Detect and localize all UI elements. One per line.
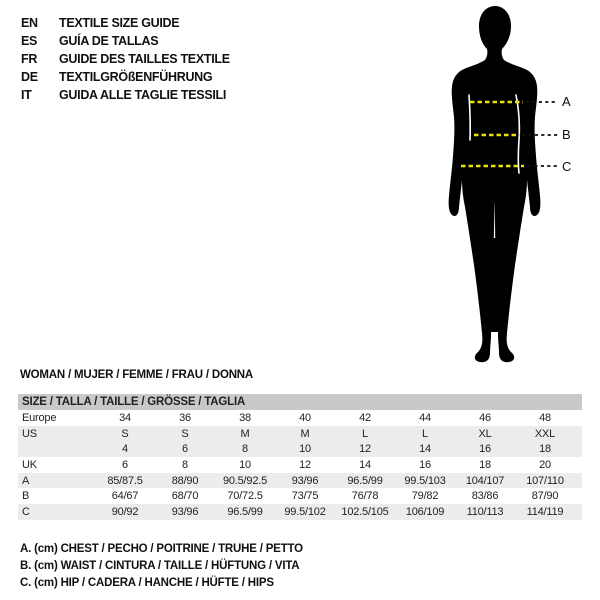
- woman-silhouette-icon: [440, 0, 600, 375]
- size-cell: 88/90: [171, 474, 199, 487]
- size-table: [18, 394, 582, 520]
- size-row-label: B: [22, 490, 30, 503]
- size-cell: 73/75: [291, 490, 319, 503]
- size-table-row: [18, 410, 582, 426]
- size-table-row: [18, 504, 582, 520]
- size-cell: 44: [419, 411, 431, 424]
- language-title: TEXTILGRÖßENFÜHRUNG: [59, 70, 213, 84]
- language-title: GUIDA ALLE TAGLIE TESSILI: [59, 88, 227, 102]
- size-cell: 93/96: [291, 474, 319, 487]
- size-cell: 102.5/105: [341, 505, 389, 518]
- legend-item: C. (cm) HIP / CADERA / HANCHE / HÜFTE / HIPS: [20, 577, 274, 589]
- size-cell: 107/110: [526, 474, 564, 487]
- size-cell: M: [240, 427, 250, 440]
- size-cell: 93/96: [171, 505, 199, 518]
- size-table-row: [18, 473, 582, 489]
- language-code: FR: [21, 52, 38, 66]
- size-cell: 87/90: [531, 490, 559, 503]
- size-row-label: US: [22, 427, 37, 440]
- size-cell: 8: [242, 443, 248, 456]
- size-row-label: C: [22, 505, 30, 518]
- size-cell: 40: [299, 411, 311, 424]
- size-cell: 99.5/103: [404, 474, 446, 487]
- legend-item: B. (cm) WAIST / CINTURA / TAILLE / HÜFTUNG / VITA: [20, 560, 300, 572]
- size-cell: 10: [239, 458, 251, 471]
- size-cell: 96.5/99: [227, 505, 263, 518]
- measurement-label-b: B: [562, 127, 571, 142]
- size-cell: L: [422, 427, 428, 440]
- language-list: [21, 14, 230, 104]
- size-cell: 10: [299, 443, 311, 456]
- size-table-row: [18, 457, 582, 473]
- language-row: [21, 14, 230, 32]
- size-cell: M: [300, 427, 310, 440]
- size-cell: 114/119: [526, 505, 564, 518]
- size-cell: 83/86: [471, 490, 499, 503]
- language-title: GUIDE DES TAILLES TEXTILE: [59, 52, 230, 66]
- size-cell: XL: [478, 427, 492, 440]
- size-row-label: Europe: [22, 411, 57, 424]
- size-cell: L: [362, 427, 368, 440]
- legend-item: A. (cm) CHEST / PECHO / POITRINE / TRUHE / PETTO: [20, 543, 303, 555]
- size-cell: S: [121, 427, 129, 440]
- language-title: TEXTILE SIZE GUIDE: [59, 16, 180, 30]
- size-cell: 42: [359, 411, 371, 424]
- woman-silhouette-figure: [440, 0, 600, 375]
- language-code: ES: [21, 34, 38, 48]
- size-cell: 48: [539, 411, 551, 424]
- size-cell: 110/113: [466, 505, 504, 518]
- measurement-label-a: A: [562, 94, 571, 109]
- size-cell: 68/70: [171, 490, 199, 503]
- size-cell: 46: [479, 411, 491, 424]
- size-table-header: SIZE / TALLA / TAILLE / GRÖSSE / TAGLIA: [18, 394, 582, 410]
- size-cell: 12: [359, 443, 371, 456]
- size-row-label: A: [22, 474, 30, 487]
- language-row: [21, 32, 230, 50]
- language-code: IT: [21, 88, 32, 102]
- size-cell: 6: [182, 443, 188, 456]
- size-cell: 99.5/102: [284, 505, 326, 518]
- size-cell: 6: [122, 458, 128, 471]
- language-title: GUÍA DE TALLAS: [59, 34, 159, 48]
- size-cell: 16: [419, 458, 431, 471]
- language-row: [21, 86, 230, 104]
- size-table-row: [18, 426, 582, 442]
- measurement-label-c: C: [562, 159, 572, 174]
- size-cell: 18: [479, 458, 491, 471]
- size-cell: 106/109: [405, 505, 445, 518]
- size-cell: 90/92: [111, 505, 139, 518]
- size-cell: 70/72.5: [227, 490, 263, 503]
- size-cell: S: [181, 427, 189, 440]
- size-cell: 12: [299, 458, 311, 471]
- measurement-legend: [20, 541, 303, 592]
- legs-fill: [489, 238, 499, 332]
- language-row: [21, 50, 230, 68]
- size-table-body: [18, 410, 582, 520]
- size-cell: 36: [179, 411, 191, 424]
- size-table-row: [18, 441, 582, 457]
- size-table-row: [18, 488, 582, 504]
- size-cell: 18: [539, 443, 551, 456]
- size-row-label: UK: [22, 458, 37, 471]
- size-cell: 14: [359, 458, 371, 471]
- size-cell: XXL: [534, 427, 556, 440]
- size-cell: 4: [122, 443, 128, 456]
- size-cell: 85/87.5: [107, 474, 143, 487]
- size-cell: 8: [182, 458, 188, 471]
- language-code: DE: [21, 70, 38, 84]
- size-cell: 16: [479, 443, 491, 456]
- size-cell: 64/67: [111, 490, 139, 503]
- size-cell: 96.5/99: [347, 474, 383, 487]
- language-row: [21, 68, 230, 86]
- size-cell: 76/78: [351, 490, 379, 503]
- size-cell: 38: [239, 411, 251, 424]
- size-cell: 79/82: [411, 490, 439, 503]
- table-group-title: WOMAN / MUJER / FEMME / FRAU / DONNA: [20, 369, 254, 381]
- size-cell: 104/107: [465, 474, 505, 487]
- language-code: EN: [21, 16, 38, 30]
- size-cell: 34: [119, 411, 131, 424]
- size-cell: 90.5/92.5: [222, 474, 268, 487]
- size-cell: 14: [419, 443, 431, 456]
- size-cell: 20: [539, 458, 551, 471]
